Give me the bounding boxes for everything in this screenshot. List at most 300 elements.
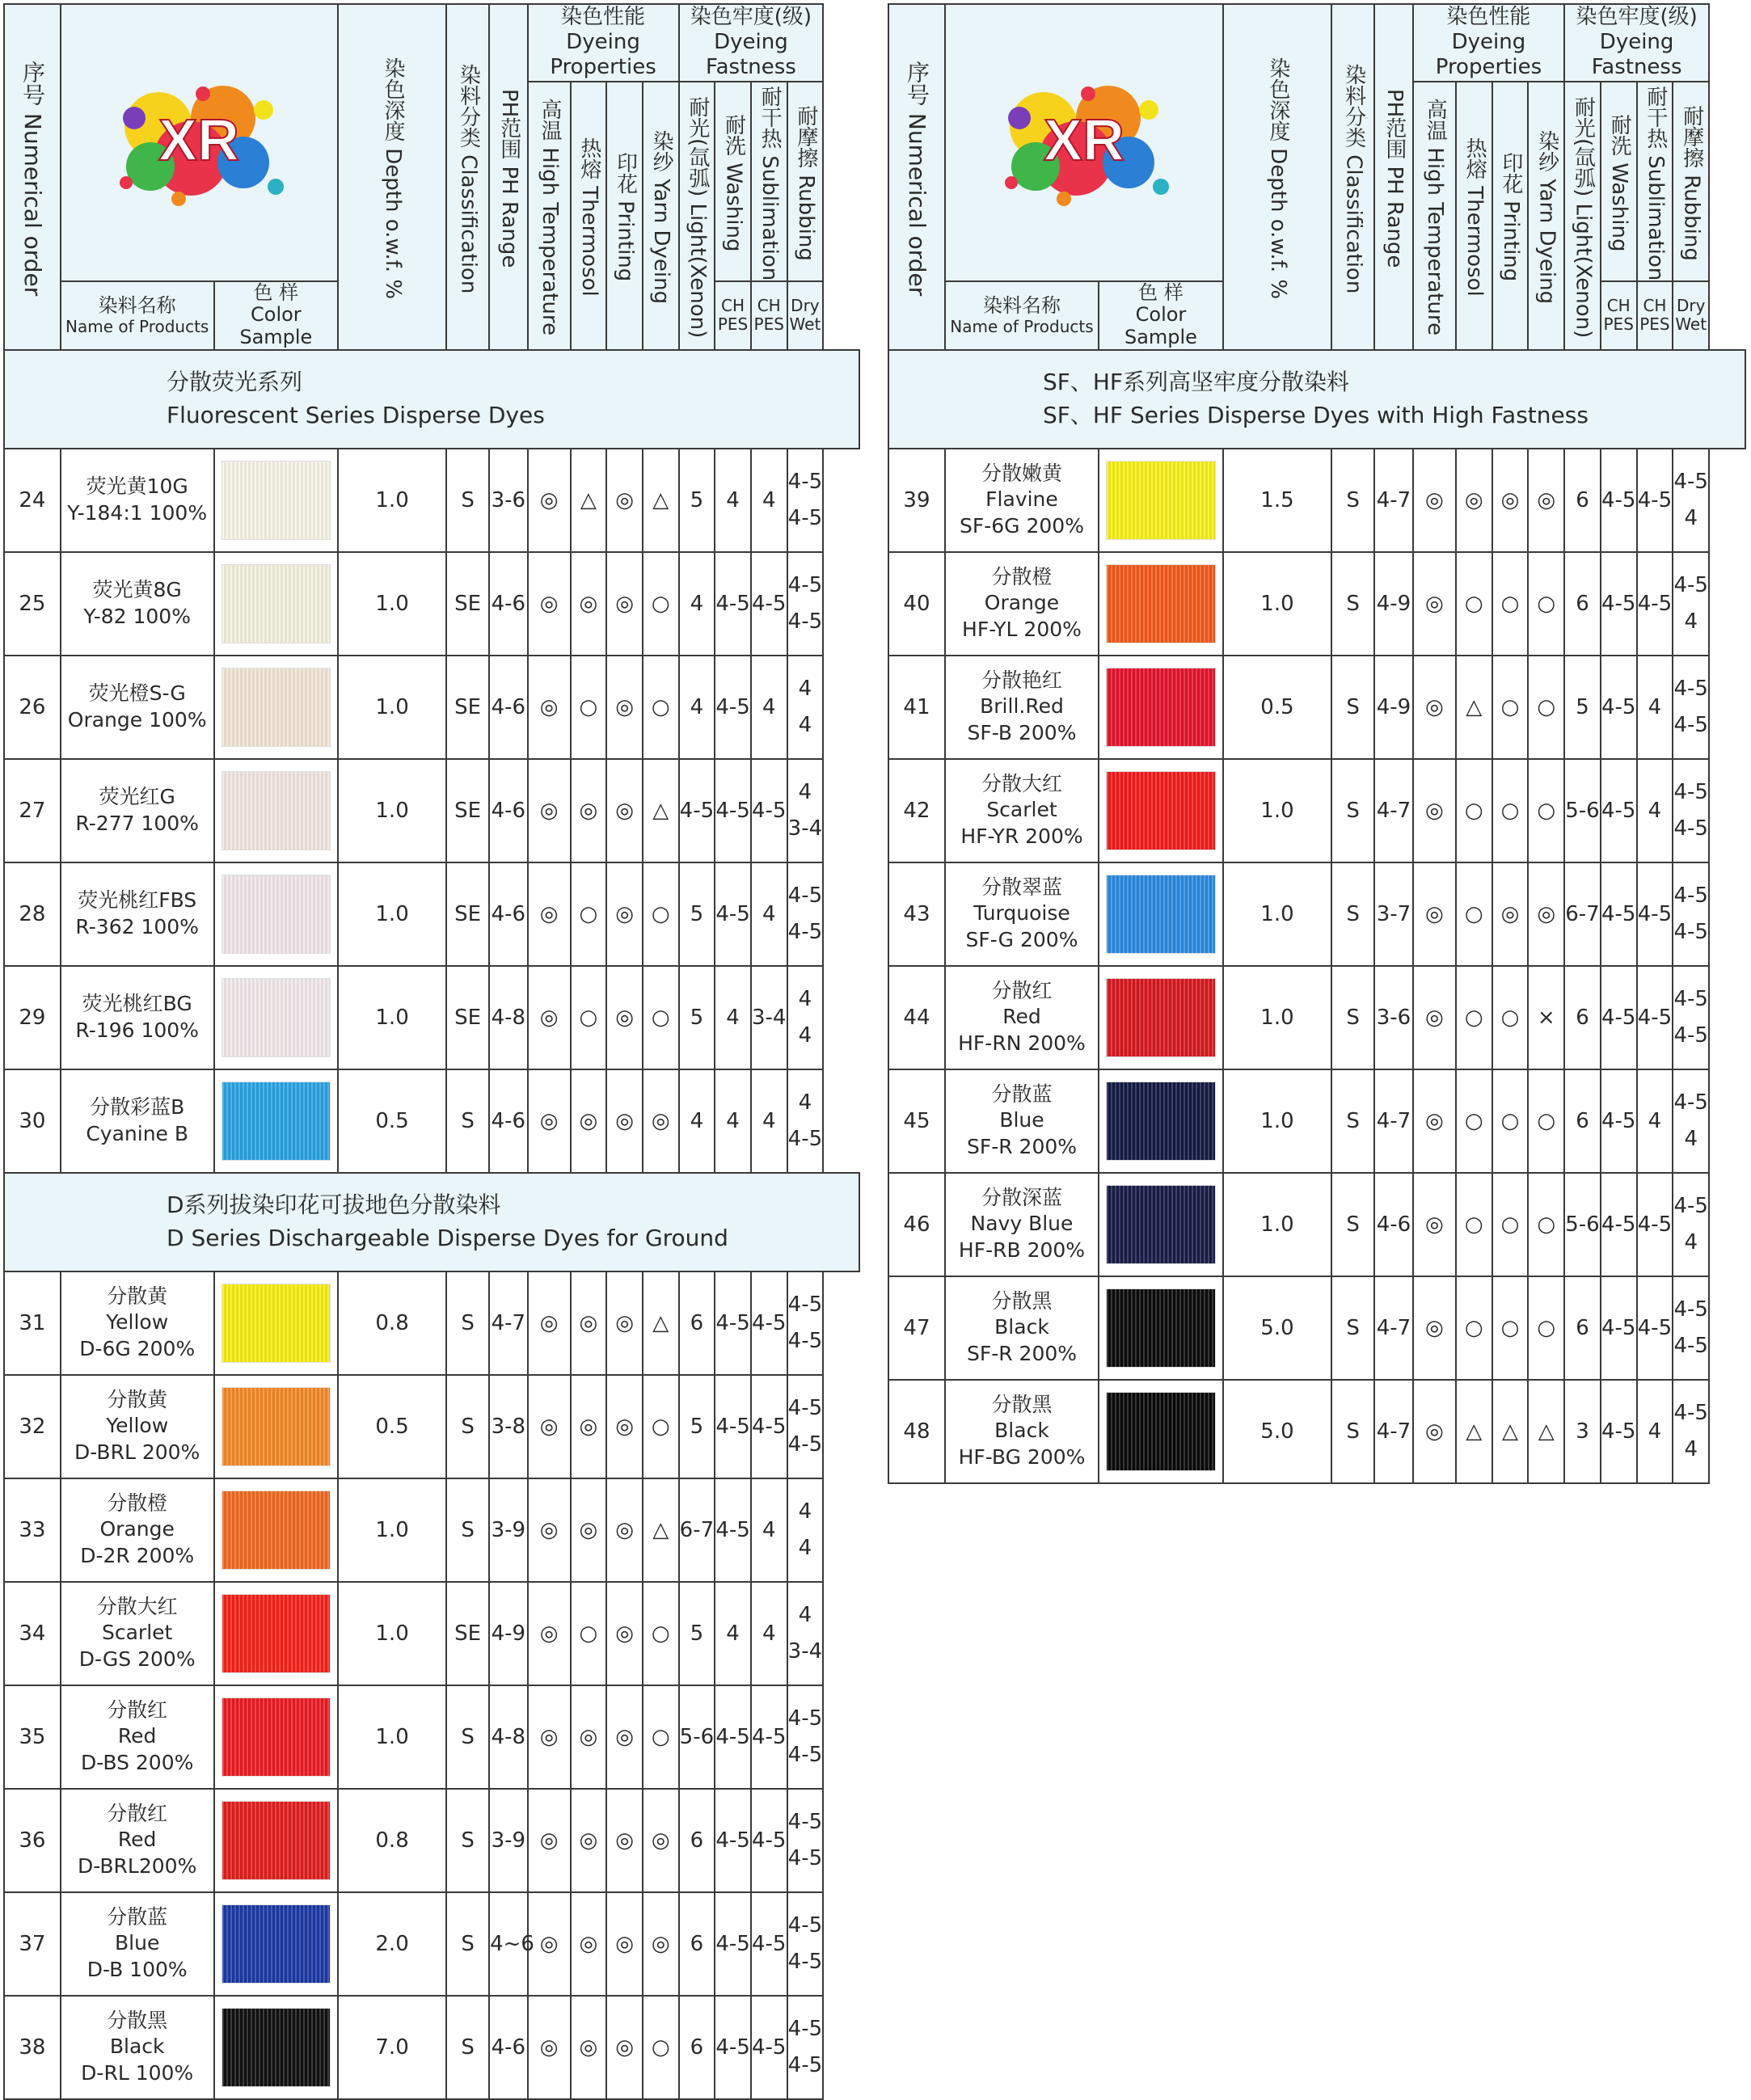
row-number: 42 [888, 759, 945, 862]
left-dye-table [3, 3, 860, 2100]
color-sample-cell [214, 1892, 339, 1996]
sublimation-fastness: 4 [751, 862, 787, 966]
high-temperature-rating: ◎ [528, 1069, 571, 1173]
row-number: 28 [4, 862, 61, 966]
header-dyeing-fastness: 染色牢度(级) Dyeing Fastness [679, 4, 824, 82]
dye-row [888, 759, 1745, 862]
high-temperature-rating: ◎ [1413, 862, 1456, 966]
printing-rating: ◎ [606, 1478, 643, 1582]
yarn-dyeing-rating: △ [643, 1478, 679, 1582]
washing-fastness: 4-5 [715, 1375, 751, 1478]
light-fastness: 6 [679, 1996, 715, 2099]
dye-row [4, 1478, 859, 1582]
light-fastness: 5-6 [1564, 1173, 1601, 1276]
dye-row [4, 1685, 859, 1789]
product-name: 分散红 Red HF-RN 200% [945, 966, 1099, 1069]
ph-range-value: 3-6 [1374, 966, 1413, 1069]
ph-range-value: 4-8 [489, 966, 527, 1069]
rubbing-fastness [787, 1271, 824, 1375]
sublimation-fastness: 4-5 [751, 1685, 787, 1789]
rubbing-dry: 4-5 [787, 1810, 823, 1835]
depth-value: 5.0 [1223, 1380, 1331, 1483]
header-sublimation: 耐干热 Sublimation [1637, 82, 1673, 281]
yarn-dyeing-rating: ○ [643, 656, 679, 759]
washing-fastness: 4-5 [715, 1271, 751, 1375]
row-number: 39 [888, 449, 945, 552]
row-number: 32 [4, 1375, 61, 1478]
high-temperature-rating: ◎ [528, 1582, 571, 1685]
ph-range-value: 4-7 [1374, 1380, 1413, 1483]
thermosol-rating: △ [1456, 1380, 1492, 1483]
dye-row [4, 449, 859, 552]
dye-row [4, 656, 859, 759]
ph-range-value: 3-6 [489, 449, 527, 552]
product-name: 分散翠蓝 Turquoise SF-G 200% [945, 862, 1099, 966]
thermosol-rating: ○ [571, 966, 607, 1069]
classification-value: S [446, 1789, 489, 1892]
light-fastness: 5-6 [679, 1685, 715, 1789]
printing-rating: ◎ [606, 1789, 643, 1892]
color-sample-cell [1099, 759, 1223, 862]
section-header-row [888, 350, 1745, 449]
high-temperature-rating: ◎ [1413, 1173, 1456, 1276]
high-temperature-rating: ◎ [528, 449, 571, 552]
depth-value: 1.0 [338, 862, 446, 966]
header-yarn-dyeing: 染纱 Yarn Dyeing [643, 82, 679, 350]
row-number: 30 [4, 1069, 61, 1173]
rubbing-dry: 4 [798, 1499, 812, 1524]
thermosol-rating: ○ [1456, 862, 1492, 966]
rubbing-wet: 4 [798, 1023, 812, 1048]
dye-row [4, 862, 859, 966]
sublimation-fastness: 4 [1637, 1069, 1673, 1173]
light-fastness: 5 [1564, 656, 1601, 759]
row-number: 34 [4, 1582, 61, 1685]
depth-value: 1.0 [338, 1478, 446, 1582]
yarn-dyeing-rating: × [1528, 966, 1564, 1069]
rubbing-dry: 4-5 [787, 470, 823, 495]
ph-range-value: 4-7 [489, 1271, 527, 1375]
rubbing-fastness [1673, 449, 1709, 552]
high-temperature-rating: ◎ [1413, 552, 1456, 656]
washing-fastness: 4-5 [715, 656, 751, 759]
row-number: 35 [4, 1685, 61, 1789]
rubbing-fastness [1673, 1069, 1709, 1173]
depth-value: 0.5 [338, 1069, 446, 1173]
header-ch-pes-sub: CH PES [1637, 281, 1673, 350]
product-name: 荧光橙S-G Orange 100% [61, 656, 214, 759]
light-fastness: 6 [1564, 552, 1601, 656]
color-swatch [1106, 461, 1216, 540]
rubbing-dry: 4-5 [787, 573, 823, 598]
dye-row [888, 552, 1745, 656]
printing-rating: ◎ [606, 1375, 643, 1478]
thermosol-rating: ◎ [571, 1271, 607, 1375]
high-temperature-rating: ◎ [528, 552, 571, 656]
sublimation-fastness: 4-5 [1637, 966, 1673, 1069]
washing-fastness: 4-5 [715, 1789, 751, 1892]
depth-value: 1.0 [338, 1685, 446, 1789]
header-rubbing: 耐摩擦 Rubbing [1673, 82, 1709, 281]
high-temperature-rating: ◎ [528, 862, 571, 966]
product-name: 荧光红G R-277 100% [61, 759, 214, 862]
dye-row [4, 1789, 859, 1892]
sublimation-fastness: 4 [1637, 1380, 1673, 1483]
yarn-dyeing-rating: ○ [643, 552, 679, 656]
high-temperature-rating: ◎ [528, 1892, 571, 1996]
dye-row [4, 1996, 859, 2099]
rubbing-fastness [787, 656, 824, 759]
light-fastness: 4 [679, 1069, 715, 1173]
product-name: 分散蓝 Blue D-B 100% [61, 1892, 214, 1996]
logo-cell [61, 4, 338, 281]
classification-value: S [446, 1478, 489, 1582]
classification-value: S [446, 1069, 489, 1173]
washing-fastness: 4-5 [715, 1892, 751, 1996]
high-temperature-rating: ◎ [1413, 656, 1456, 759]
color-swatch [1106, 978, 1216, 1057]
header-sublimation: 耐干热 Sublimation [751, 82, 787, 281]
classification-value: SE [446, 862, 489, 966]
printing-rating: ◎ [606, 449, 643, 552]
rubbing-wet: 4 [1684, 609, 1698, 634]
washing-fastness: 4-5 [715, 759, 751, 862]
depth-value: 1.0 [338, 656, 446, 759]
section-title: D系列拔染印花可拔地色分散染料 D Series Dischargeable Disperse Dyes for Ground [4, 1173, 859, 1271]
light-fastness: 3 [1564, 1380, 1601, 1483]
rubbing-wet: 4 [1684, 505, 1698, 530]
thermosol-rating: △ [1456, 656, 1492, 759]
yarn-dyeing-rating: △ [643, 449, 679, 552]
classification-value: S [446, 1685, 489, 1789]
product-name: 分散红 Red D-BRL200% [61, 1789, 214, 1892]
thermosol-rating: ○ [1456, 1173, 1492, 1276]
ph-range-value: 4-6 [1374, 1173, 1413, 1276]
color-sample-cell [214, 552, 339, 656]
rubbing-fastness [1673, 1380, 1709, 1483]
color-sample-cell [1099, 656, 1223, 759]
dye-row [888, 656, 1745, 759]
row-number: 40 [888, 552, 945, 656]
section-title: 分散荧光系列 Fluorescent Series Disperse Dyes [4, 350, 859, 449]
classification-value: SE [446, 759, 489, 862]
rubbing-wet: 4 [798, 712, 812, 737]
color-swatch [222, 2008, 331, 2087]
product-name: 分散大红 Scarlet HF-YR 200% [945, 759, 1099, 862]
high-temperature-rating: ◎ [528, 656, 571, 759]
color-sample-cell [214, 1069, 339, 1173]
ph-range-value: 4-8 [489, 1685, 527, 1789]
thermosol-rating: ◎ [571, 1685, 607, 1789]
classification-value: S [1331, 966, 1374, 1069]
color-swatch [1106, 771, 1216, 850]
classification-value: SE [446, 656, 489, 759]
depth-value: 1.0 [1223, 552, 1331, 656]
high-temperature-rating: ◎ [528, 1271, 571, 1375]
rubbing-fastness [1673, 759, 1709, 862]
light-fastness: 6 [1564, 1276, 1601, 1380]
washing-fastness: 4-5 [1601, 449, 1637, 552]
dye-row [4, 552, 859, 656]
light-fastness: 6-7 [679, 1478, 715, 1582]
depth-value: 1.0 [1223, 966, 1331, 1069]
ph-range-value: 4~6 [489, 1892, 527, 1996]
sublimation-fastness: 4 [751, 656, 787, 759]
classification-value: S [446, 1271, 489, 1375]
color-swatch [222, 1801, 331, 1880]
thermosol-rating: ○ [1456, 759, 1492, 862]
color-swatch [1106, 564, 1216, 643]
color-swatch [222, 668, 331, 747]
depth-value: 5.0 [1223, 1276, 1331, 1380]
product-name: 分散艳红 Brill.Red SF-B 200% [945, 656, 1099, 759]
rubbing-wet: 4-5 [787, 1328, 823, 1353]
thermosol-rating: ◎ [571, 1478, 607, 1582]
color-swatch [222, 1284, 331, 1363]
thermosol-rating: ○ [1456, 552, 1492, 656]
yarn-dyeing-rating: ◎ [1528, 862, 1564, 966]
yarn-dyeing-rating: ○ [643, 966, 679, 1069]
row-number: 41 [888, 656, 945, 759]
washing-fastness: 4-5 [715, 1996, 751, 2099]
color-sample-cell [1099, 1173, 1223, 1276]
sublimation-fastness: 4 [751, 1069, 787, 1173]
high-temperature-rating: ◎ [528, 1375, 571, 1478]
ph-range-value: 4-6 [489, 1996, 527, 2099]
rubbing-wet: 4 [798, 1535, 812, 1560]
washing-fastness: 4-5 [1601, 862, 1637, 966]
sublimation-fastness: 4-5 [1637, 449, 1673, 552]
row-number: 25 [4, 552, 61, 656]
depth-value: 1.0 [338, 966, 446, 1069]
thermosol-rating: ○ [571, 656, 607, 759]
light-fastness: 4 [679, 656, 715, 759]
header-high-temperature: 高温 High Temperature [528, 82, 571, 350]
dye-row [888, 1276, 1745, 1380]
header-dyeing-properties: 染色性能 Dyeing Properties [1413, 4, 1564, 82]
yarn-dyeing-rating: ◎ [643, 1069, 679, 1173]
ph-range-value: 4-6 [489, 1069, 527, 1173]
color-swatch [222, 875, 331, 954]
logo-text: XR [158, 108, 240, 174]
sublimation-fastness: 4-5 [1637, 1276, 1673, 1380]
thermosol-rating: ○ [571, 1582, 607, 1685]
light-fastness: 5 [679, 449, 715, 552]
classification-value: S [446, 1375, 489, 1478]
header-rubbing: 耐摩擦 Rubbing [787, 82, 824, 281]
sublimation-fastness: 4-5 [751, 552, 787, 656]
header-washing: 耐洗 Washing [1601, 82, 1637, 281]
rubbing-wet: 4 [1684, 1126, 1698, 1151]
logo-text: XR [1043, 108, 1124, 174]
rubbing-fastness [1673, 966, 1709, 1069]
thermosol-rating: ◎ [571, 1789, 607, 1892]
section-header-row [4, 1173, 859, 1271]
depth-value: 1.0 [338, 449, 446, 552]
header-dry-wet: Dry Wet [787, 281, 824, 350]
rubbing-fastness [787, 1478, 824, 1582]
sublimation-fastness: 4 [1637, 656, 1673, 759]
color-sample-cell [214, 1685, 339, 1789]
product-name: 分散黑 Black SF-R 200% [945, 1276, 1099, 1380]
printing-rating: ◎ [606, 1996, 643, 2099]
light-fastness: 5 [679, 1375, 715, 1478]
row-number: 48 [888, 1380, 945, 1483]
product-name: 分散蓝 Blue SF-R 200% [945, 1069, 1099, 1173]
row-number: 29 [4, 966, 61, 1069]
rubbing-fastness [1673, 1276, 1709, 1380]
washing-fastness: 4-5 [1601, 1276, 1637, 1380]
header-numerical-order: 序号 Numerical order [4, 4, 61, 350]
yarn-dyeing-rating: ◎ [643, 1892, 679, 1996]
rubbing-wet: 4 [1684, 1229, 1698, 1255]
rubbing-dry: 4 [798, 1603, 812, 1628]
rubbing-fastness [787, 862, 824, 966]
rubbing-wet: 4-5 [787, 919, 823, 944]
washing-fastness: 4-5 [1601, 1173, 1637, 1276]
color-swatch [222, 1082, 331, 1161]
product-name: 分散彩蓝B Cyanine B [61, 1069, 214, 1173]
row-number: 38 [4, 1996, 61, 2099]
printing-rating: ○ [1492, 1069, 1529, 1173]
rubbing-wet: 4-5 [1673, 1023, 1708, 1048]
printing-rating: ◎ [1492, 449, 1529, 552]
color-sample-cell [214, 1478, 339, 1582]
dye-row [4, 966, 859, 1069]
light-fastness: 6 [679, 1892, 715, 1996]
ph-range-value: 4-7 [1374, 759, 1413, 862]
printing-rating: ○ [1492, 966, 1529, 1069]
rubbing-wet: 4-5 [787, 609, 823, 634]
yarn-dyeing-rating: △ [643, 1271, 679, 1375]
rubbing-wet: 4-5 [787, 1126, 823, 1151]
washing-fastness: 4-5 [1601, 1069, 1637, 1173]
sublimation-fastness: 4-5 [1637, 552, 1673, 656]
ph-range-value: 4-7 [1374, 449, 1413, 552]
ph-range-value: 3-9 [489, 1478, 527, 1582]
high-temperature-rating: ◎ [1413, 1069, 1456, 1173]
printing-rating: ○ [1492, 552, 1529, 656]
rubbing-wet: 4-5 [787, 1742, 823, 1767]
rubbing-wet: 4-5 [787, 2052, 823, 2077]
color-swatch [222, 1491, 331, 1570]
washing-fastness: 4-5 [1601, 759, 1637, 862]
color-sample-cell [214, 449, 339, 552]
classification-value: S [1331, 862, 1374, 966]
header-ch-pes-sub: CH PES [751, 281, 787, 350]
light-fastness: 4 [679, 552, 715, 656]
product-name: 荧光桃红BG R-196 100% [61, 966, 214, 1069]
yarn-dyeing-rating: ○ [1528, 1069, 1564, 1173]
light-fastness: 6 [679, 1271, 715, 1375]
color-swatch [222, 1387, 331, 1466]
dye-row [4, 1892, 859, 1996]
thermosol-rating: ◎ [1456, 449, 1492, 552]
header-ch-pes-wash: CH PES [1601, 281, 1637, 350]
rubbing-dry: 4 [798, 677, 812, 702]
rubbing-fastness [787, 1789, 824, 1892]
color-swatch [1106, 875, 1216, 954]
depth-value: 0.5 [1223, 656, 1331, 759]
printing-rating: ◎ [606, 759, 643, 862]
washing-fastness: 4-5 [1601, 1380, 1637, 1483]
dye-row [888, 449, 1745, 552]
color-swatch [222, 1904, 331, 1984]
color-sample-cell [1099, 862, 1223, 966]
ph-range-value: 4-7 [1374, 1069, 1413, 1173]
depth-value: 1.5 [1223, 449, 1331, 552]
depth-value: 2.0 [338, 1892, 446, 1996]
yarn-dyeing-rating: ◎ [643, 1789, 679, 1892]
dye-row [4, 1375, 859, 1478]
thermosol-rating: ○ [1456, 1069, 1492, 1173]
high-temperature-rating: ◎ [1413, 449, 1456, 552]
thermosol-rating: ○ [571, 862, 607, 966]
row-number: 24 [4, 449, 61, 552]
classification-value: S [1331, 552, 1374, 656]
header-high-temperature: 高温 High Temperature [1413, 82, 1456, 350]
high-temperature-rating: ◎ [528, 1996, 571, 2099]
yarn-dyeing-rating: ○ [1528, 1276, 1564, 1380]
color-sample-cell [214, 966, 339, 1069]
header-ph-range: PH范围 PH Range [1374, 4, 1413, 350]
ph-range-value: 4-6 [489, 759, 527, 862]
classification-value: SE [446, 552, 489, 656]
header-dyeing-fastness: 染色牢度(级) Dyeing Fastness [1564, 4, 1709, 82]
ph-range-value: 4-9 [1374, 552, 1413, 656]
color-sample-cell [214, 1375, 339, 1478]
ph-range-value: 4-7 [1374, 1276, 1413, 1380]
sublimation-fastness: 4-5 [751, 1271, 787, 1375]
rubbing-dry: 4-5 [787, 1913, 823, 1938]
light-fastness: 5 [679, 966, 715, 1069]
thermosol-rating: ◎ [571, 759, 607, 862]
sublimation-fastness: 4 [1637, 759, 1673, 862]
rubbing-wet: 4-5 [787, 1949, 823, 1974]
thermosol-rating: ◎ [571, 1069, 607, 1173]
dye-row [888, 862, 1745, 966]
printing-rating: ◎ [606, 1582, 643, 1685]
header-name-of-products: 染料名称 Name of Products [945, 281, 1099, 350]
row-number: 26 [4, 656, 61, 759]
xr-logo [987, 65, 1181, 219]
product-name: 荧光桃红FBS R-362 100% [61, 862, 214, 966]
high-temperature-rating: ◎ [1413, 1276, 1456, 1380]
rubbing-dry: 4-5 [1673, 677, 1708, 702]
header-washing: 耐洗 Washing [715, 82, 751, 281]
color-sample-cell [1099, 1380, 1223, 1483]
thermosol-rating: ○ [1456, 966, 1492, 1069]
light-fastness: 5 [679, 1582, 715, 1685]
rubbing-fastness [1673, 656, 1709, 759]
washing-fastness: 4-5 [1601, 656, 1637, 759]
yarn-dyeing-rating: ◎ [1528, 449, 1564, 552]
classification-value: S [1331, 1173, 1374, 1276]
rubbing-dry: 4 [798, 987, 812, 1012]
rubbing-dry: 4-5 [787, 1396, 823, 1421]
row-number: 33 [4, 1478, 61, 1582]
color-sample-cell [214, 759, 339, 862]
yarn-dyeing-rating: ○ [643, 1582, 679, 1685]
ph-range-value: 3-8 [489, 1375, 527, 1478]
header-dry-wet: Dry Wet [1673, 281, 1709, 350]
row-number: 31 [4, 1271, 61, 1375]
depth-value: 7.0 [338, 1996, 446, 2099]
thermosol-rating: ◎ [571, 552, 607, 656]
row-number: 27 [4, 759, 61, 862]
rubbing-fastness [787, 1069, 824, 1173]
color-swatch [222, 978, 331, 1057]
